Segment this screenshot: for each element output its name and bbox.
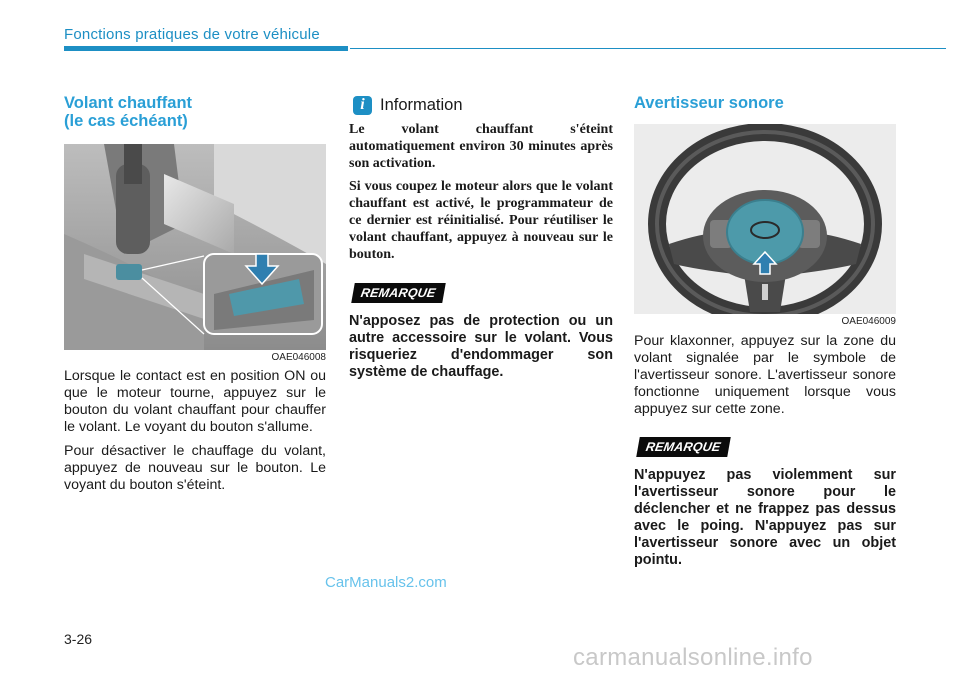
header-rule bbox=[350, 48, 946, 49]
information-heading bbox=[349, 94, 613, 116]
info-paragraph-2: Si vous coupez le moteur alors que le volant chauffant est activé, le programmateur de ce dernier est réinitialisé. Pour réutiliser le volant chauffant, appuyez à nouveau sur le bouton. bbox=[349, 179, 613, 262]
console-drawing bbox=[64, 144, 326, 350]
remark-badge-middle: REMARQUE bbox=[351, 283, 445, 303]
remark-text-right: N'appuyez pas violemment sur l'avertisseur sonore pour le déclencher et ne frappez pas dessus avec le poing. N'appuyez pas sur l'avertisseur sonore avec un objet pointu. bbox=[634, 467, 896, 568]
horn-paragraph: Pour klaxonner, appuyez sur la zone du volant signalée par le symbole de l'avertisseur sonore. L'avertisseur sonore fonctionne uniquement lorsque vous appuyez sur cette zone. bbox=[634, 333, 896, 417]
remark-text-middle: N'apposez pas de protection ou un autre accessoire sur le volant. Vous risqueriez d'endommager son système de chauffage. bbox=[349, 313, 613, 380]
watermark-carmanualsonline[interactable]: carmanualsonline.info bbox=[573, 644, 813, 671]
steering-wheel-horn-illustration bbox=[634, 124, 896, 314]
heated-wheel-paragraph-1: Lorsque le contact est en position ON ou que le moteur tourne, appuyez sur le bouton du volant chauffant pour chauffer le volant. Le voyant du bouton s'allume. bbox=[64, 368, 326, 435]
steering-wheel-drawing bbox=[634, 124, 896, 314]
information-title: Information bbox=[380, 95, 463, 114]
section-title-heated-wheel bbox=[64, 94, 326, 130]
page-number: 3-26 bbox=[64, 631, 93, 647]
watermark-carmanuals2[interactable]: CarManuals2.com bbox=[325, 574, 447, 591]
remark-badge-right: REMARQUE bbox=[636, 437, 730, 457]
column-information bbox=[349, 94, 613, 381]
info-paragraph-1: Le volant chauffant s'éteint automatiquement environ 30 minutes après son activation. bbox=[349, 122, 613, 171]
image-code-left: OAE046008 bbox=[271, 352, 326, 363]
image-code-right: OAE046009 bbox=[841, 316, 896, 327]
column-horn bbox=[634, 94, 896, 569]
heated-wheel-button-illustration bbox=[64, 144, 326, 350]
title-line-2: (le cas échéant) bbox=[64, 112, 188, 130]
info-icon: i bbox=[353, 96, 372, 115]
column-heated-steering-wheel bbox=[64, 94, 326, 501]
section-title-horn: Avertisseur sonore bbox=[634, 94, 784, 112]
title-line-1: Volant chauffant bbox=[64, 94, 193, 112]
section-header-title: Fonctions pratiques de votre véhicule bbox=[64, 26, 320, 43]
heated-wheel-paragraph-2: Pour désactiver le chauffage du volant, appuyez de nouveau sur le bouton. Le voyant du bouton s'éteint. bbox=[64, 443, 326, 493]
header-accent-bar bbox=[64, 46, 348, 51]
